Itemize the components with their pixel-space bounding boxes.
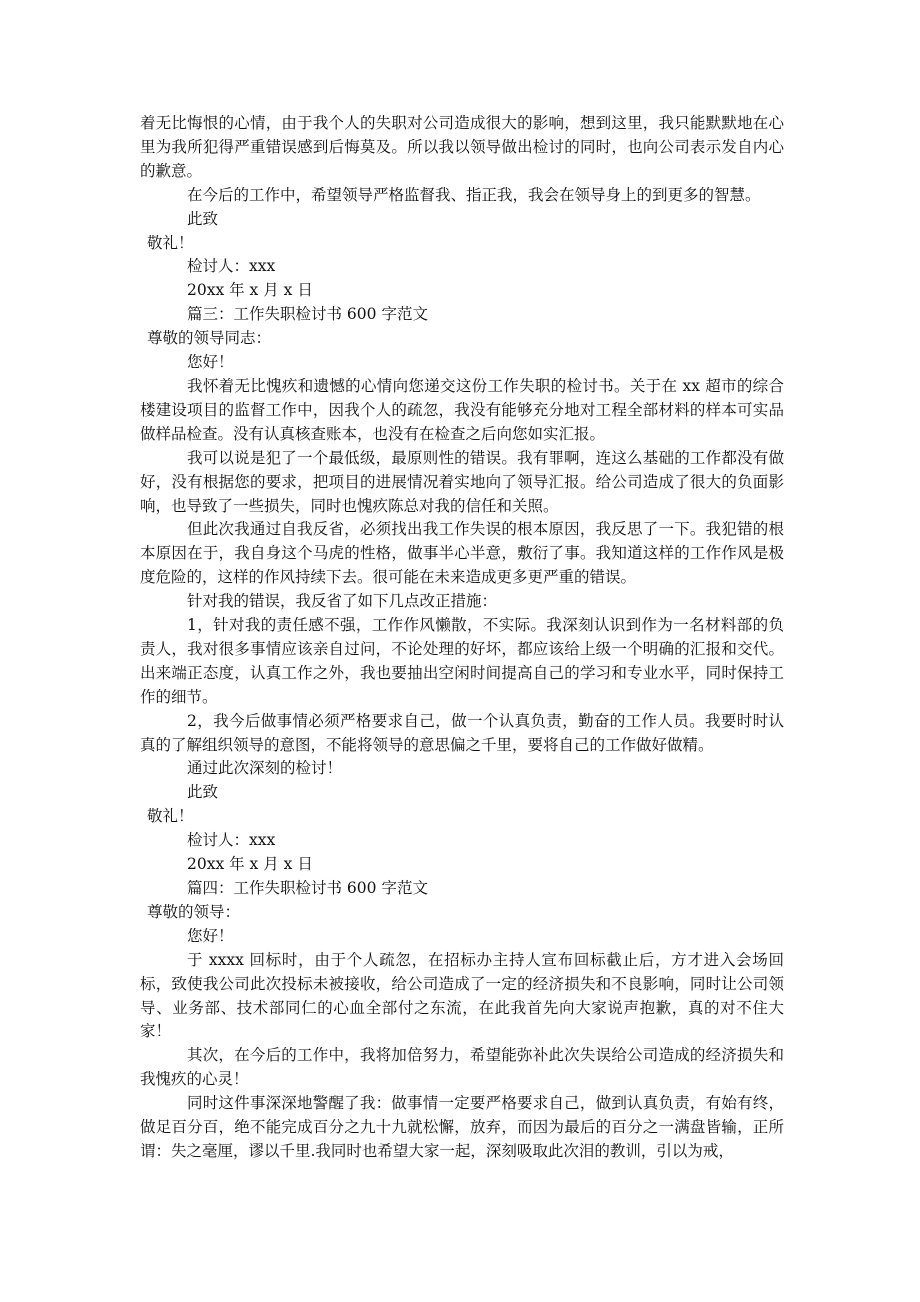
hello-line: 您好！ <box>187 353 234 372</box>
paragraph: 着无比悔恨的心情，由于我个人的失职对公司造成很大的影响，想到这里，我只能默默地在心里为我所犯得严重错误感到后悔莫及。所以我以领导做出检讨的同时，也向公司表示发自内心的歉意。 <box>140 114 784 180</box>
paragraph: 在今后的工作中，希望领导严格监督我、指正我，我会在领导身上的到更多的智慧。 <box>187 185 761 204</box>
paragraph: 但此次我通过自我反省，必须找出我工作失误的根本原因，我反思了一下。我犯错的根本原因在于，我自身这个马虎的性格，做事半心半意，敷衍了事。我知道这样的工作作风是极度危险的，这样的作风持续下去。很可能在未来造成更多更严重的错误。 <box>140 520 784 587</box>
greeting-line: 尊敬的领导： <box>147 902 241 921</box>
paragraph: 通过此次深刻的检讨！ <box>187 759 343 778</box>
paragraph: 同时这件事深深地警醒了我：做事情一定要严格要求自己，做到认真负责，有始有终，做足百分百，绝不能完成百分之九十九就松懈，放弃，而因为最后的百分之一满盘皆输，正所谓：失之毫厘，谬以千里.我同时也希望大家一起，深刻吸取此次泪的教训，引以为戒， <box>140 1094 784 1160</box>
paragraph: 针对我的错误，我反省了如下几点改正措施： <box>187 592 498 611</box>
date-line: 20xx 年 x 月 x 日 <box>187 281 313 300</box>
closing-line: 此致 <box>187 783 219 802</box>
paragraph: 我可以说是犯了一个最低级，最原则性的错误。我有罪啊，连这么基础的工作都没有做好，没有根据您的要求，把项目的进展情况着实地向了领导汇报。给公司造成了很大的负面影响，也导致了一些损失，同时也愧疚陈总对我的信任和关照。 <box>140 448 784 515</box>
closing-line: 此致 <box>187 209 219 228</box>
paragraph: 1，针对我的责任感不强，工作作风懒散，不实际。我深刻认识到作为一名材料部的负责人，我对很多事情应该亲自过问，不论处理的好坏，都应该给上级一个明确的汇报和交代。出来端正态度，认真工作之外，我也要抽出空闲时间提高自己的学习和专业水平，同时保持工作的细节。 <box>140 616 784 706</box>
paragraph: 其次，在今后的工作中，我将加倍努力，希望能弥补此次失误给公司造成的经济损失和我愧疚的心灵！ <box>140 1046 784 1089</box>
date-line: 20xx 年 x 月 x 日 <box>187 855 313 874</box>
paragraph: 于 xxxx 回标时，由于个人疏忽，在招标办主持人宣布回标截止后，方才进入会场回标，致使我公司此次投标未被接收，给公司造成了一定的经济损失和不良影响，同时让公司领导、业务部、技术部同仁的心血全部付之东流，在此我首先向大家说声抱歉，真的对不住大家！ <box>140 950 784 1041</box>
document-body <box>140 112 784 1164</box>
section-title: 篇四：工作失职检讨书 600 字范文 <box>187 879 428 897</box>
signature-line: 检讨人：xxx <box>187 831 276 850</box>
hello-line: 您好！ <box>187 926 234 945</box>
signature-line: 检讨人：xxx <box>187 257 276 276</box>
section-title: 篇三：工作失职检讨书 600 字范文 <box>187 305 428 324</box>
salute-line: 敬礼！ <box>147 233 194 252</box>
salute-line: 敬礼！ <box>147 807 194 826</box>
greeting-line: 尊敬的领导同志： <box>147 329 272 348</box>
paragraph: 我怀着无比愧疚和遗憾的心情向您递交这份工作失职的检讨书。关于在 xx 超市的综合楼建设项目的监督工作中，因我个人的疏忽，我没有能够充分地对工程全部材料的样本可实品做样品检查。没有认真核查账本，也没有在检查之后向您如实汇报。 <box>140 376 784 443</box>
paragraph: 2，我今后做事情必须严格要求自己，做一个认真负责，勤奋的工作人员。我要时时认真的了解组织领导的意图，不能将领导的意思偏之千里，要将自己的工作做好做精。 <box>140 711 784 754</box>
